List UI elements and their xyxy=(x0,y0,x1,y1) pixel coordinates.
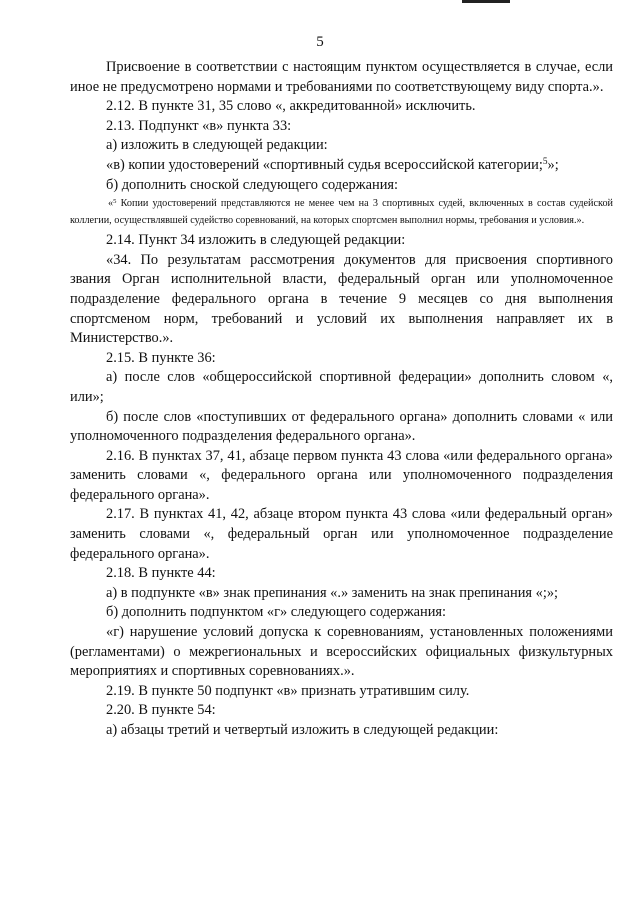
paragraph: б) дополнить подпунктом «г» следующего содержания: xyxy=(106,604,447,621)
footnote-mark: 5 xyxy=(113,197,117,205)
footnote-body: Копии удостоверений представляются не менее чем на 3 спортивных судей, включенных в состав судейской коллегии, осуществлявшей судейство соревнований, на которых спортсмен выполнил нормы, требования и условия.». xyxy=(70,198,613,226)
paragraph: 2.17. В пунктах 41, 42, абзаце втором пункта 43 слова «или федеральный орган» заменить словами «, федеральный орган или уполномоченное подразделение федерального органа». xyxy=(70,506,613,562)
paragraph: 2.18. В пункте 44: xyxy=(106,565,216,582)
paragraph: 2.19. В пункте 50 подпункт «в» признать утратившим силу. xyxy=(106,682,470,699)
paragraph: 2.20. В пункте 54: xyxy=(106,702,216,719)
paragraph: б) дополнить сноской следующего содержания: xyxy=(106,176,399,193)
paragraph: 2.13. Подпункт «в» пункта 33: xyxy=(106,117,292,134)
footnote-text xyxy=(70,196,613,229)
paragraph: Присвоение в соответствии с настоящим пунктом осуществляется в случае, если иное не предусмотрено нормами и требованиями по соответствующему виду спорта.». xyxy=(70,59,613,95)
footnote-open-quote: « xyxy=(108,198,114,210)
paragraph: а) в подпункте «в» знак препинания «.» заменить на знак препинания «;»; xyxy=(106,584,559,601)
paragraph xyxy=(70,156,613,176)
paragraph: 2.15. В пункте 36: xyxy=(106,349,216,366)
document-body xyxy=(70,58,613,741)
page-number: 5 xyxy=(316,34,324,50)
paragraph: 2.12. В пункте 31, 35 слово «, аккредитованной» исключить. xyxy=(106,98,476,115)
paragraph: 2.16. В пунктах 37, 41, абзаце первом пункта 43 слова «или федерального органа» заменить словами «, федерального органа или уполномоченного подразделения федерального органа». xyxy=(70,447,613,503)
paragraph: б) после слов «поступивших от федерального органа» дополнить словами « или уполномоченного подразделения федерального органа». xyxy=(70,408,613,445)
paragraph: а) изложить в следующей редакции: xyxy=(106,137,328,154)
paragraph: а) абзацы третий и четвертый изложить в следующей редакции: xyxy=(106,722,499,738)
paragraph: а) после слов «общероссийской спортивной федерации» дополнить словом «, или»; xyxy=(70,369,613,405)
paragraph-text: »; xyxy=(547,156,559,173)
paragraph-text: «в) копии удостоверений «спортивный судья всероссийской категории; xyxy=(106,156,543,173)
footnote-mark: 5 xyxy=(542,157,548,168)
paragraph: «34. По результатам рассмотрения документов для присвоения спортивного звания Орган исполнительной власти, федеральный орган или уполномоченное подразделение федерального органа в течение 9 месяцев со дня выполнения спортсменом норм, требований и условий их выполнения направляет их в Министерство.». xyxy=(70,251,613,347)
top-edge-mark xyxy=(462,0,510,3)
paragraph: 2.14. Пункт 34 изложить в следующей редакции: xyxy=(106,232,406,249)
paragraph: «г) нарушение условий допуска к соревнованиям, установленных положениями (регламентами) о межрегиональных и всероссийских официальных физкультурных мероприятиях и спортивных соревнованиях.». xyxy=(70,624,613,680)
